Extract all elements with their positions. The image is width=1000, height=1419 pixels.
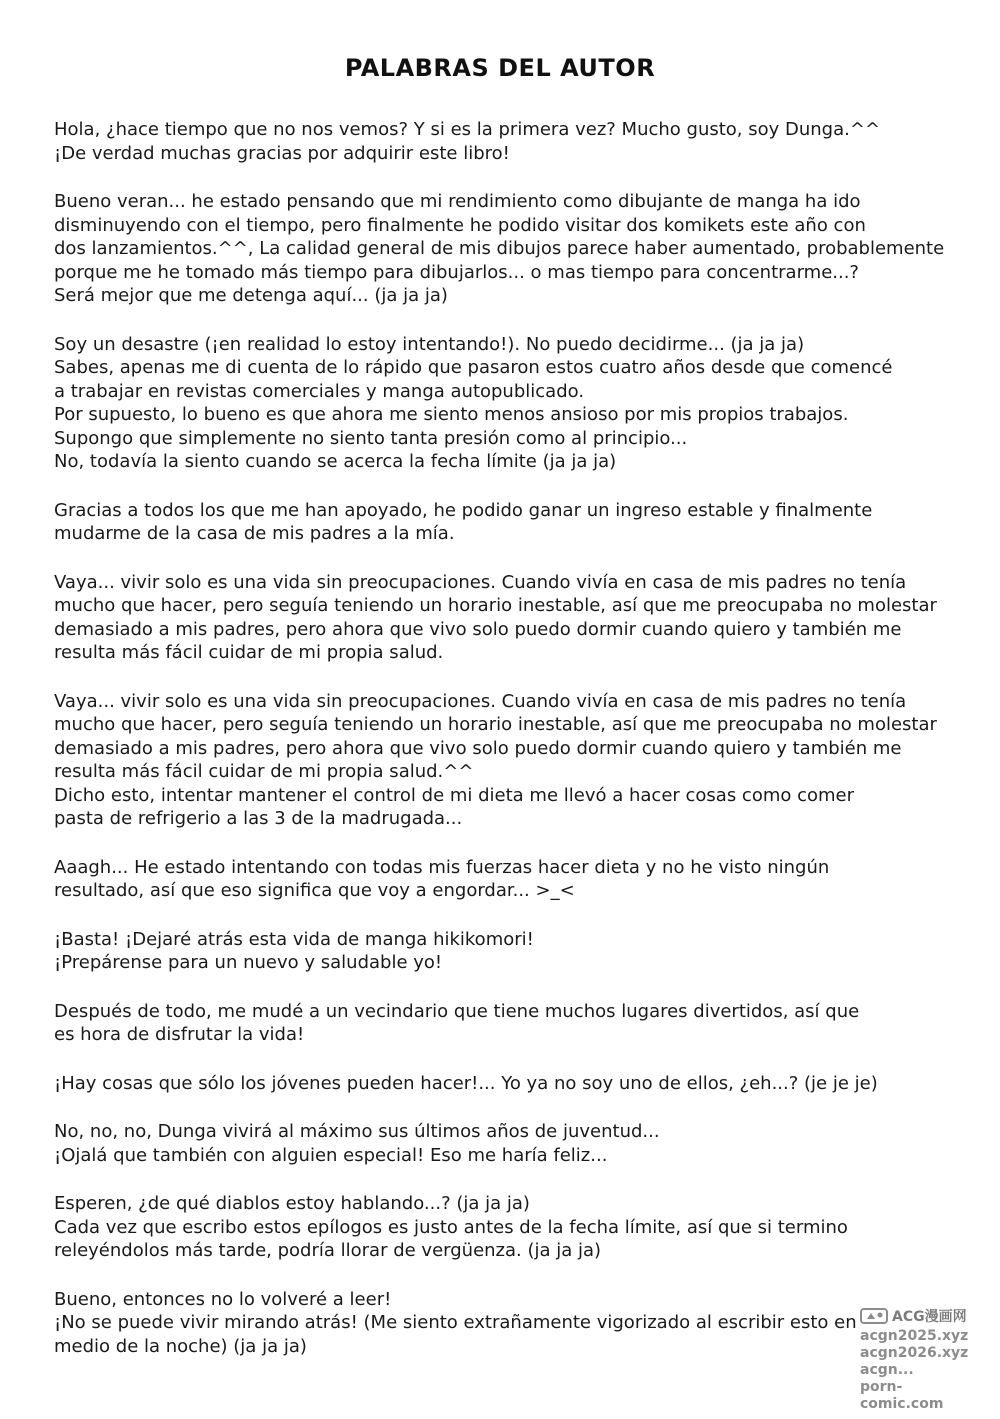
text-line: Supongo que simplemente no siento tanta presión como al principio...	[54, 427, 688, 449]
text-line: Gracias a todos los que me han apoyado, he podido ganar un ingreso estable y finalmente	[54, 499, 873, 521]
text-line: No, todavía la siento cuando se acerca la fecha límite (ja ja ja)	[54, 451, 617, 472]
text-line: resulta más fácil cuidar de mi propia salud.	[54, 642, 444, 663]
paragraph	[54, 1000, 954, 1047]
text-line: ¡Basta! ¡Dejaré atrás esta vida de manga hikikomori!	[54, 928, 534, 950]
text-line: demasiado a mis padres, pero ahora que vivo solo puedo dormir cuando quiero y también me	[54, 737, 902, 759]
text-line: mudarme de la casa de mis padres a la mía.	[54, 523, 455, 544]
paragraph	[54, 856, 954, 903]
paragraph	[54, 118, 954, 165]
text-line: Vaya... vivir solo es una vida sin preocupaciones. Cuando vivía en casa de mis padres no tenía	[54, 571, 907, 593]
paragraph	[54, 690, 954, 831]
text-line: Aaagh... He estado intentando con todas mis fuerzas hacer dieta y no he visto ningún	[54, 856, 830, 878]
text-line: Bueno, entonces no lo volveré a leer!	[54, 1288, 392, 1310]
paragraph	[54, 333, 954, 474]
text-line: releyéndolos más tarde, podría llorar de vergüenza. (ja ja ja)	[54, 1240, 602, 1261]
text-line: Vaya... vivir solo es una vida sin preocupaciones. Cuando vivía en casa de mis padres no tenía	[54, 690, 907, 712]
paragraph	[54, 499, 954, 546]
text-line: mucho que hacer, pero seguía teniendo un horario inestable, así que me preocupaba no molestar	[54, 714, 937, 735]
paragraph	[54, 1072, 954, 1096]
text-line: demasiado a mis padres, pero ahora que vivo solo puedo dormir cuando quiero y también me	[54, 618, 902, 640]
paragraph	[54, 190, 954, 308]
paragraph	[54, 1120, 954, 1167]
text-line: resultado, así que eso significa que voy a engordar... >_<	[54, 880, 575, 901]
paragraph	[54, 571, 954, 665]
watermark-logo-text: ACG漫画网	[892, 1309, 967, 1325]
watermark-logo-icon	[860, 1307, 888, 1325]
text-line: Hola, ¿hace tiempo que no nos vemos? Y si es la primera vez? Mucho gusto, soy Dunga.^^	[54, 119, 881, 140]
text-line: Sabes, apenas me di cuenta de lo rápido que pasaron estos cuatro años desde que comencé	[54, 357, 893, 378]
text-line: ¡Ojalá que también con alguien especial! Eso me haría feliz...	[54, 1144, 608, 1166]
text-line: Bueno veran... he estado pensando que mi rendimiento como dibujante de manga ha ido	[54, 191, 861, 212]
paragraph	[54, 1288, 954, 1359]
text-line: Será mejor que me detenga aquí... (ja ja ja)	[54, 285, 448, 306]
text-line: porque me he tomado más tiempo para dibujarlos... o mas tiempo para concentrarme...?	[54, 261, 859, 283]
text-line: pasta de refrigerio a las 3 de la madrugada...	[54, 808, 463, 829]
watermark-url: acgn2025.xyz	[860, 1328, 980, 1345]
text-line: ¡De verdad muchas gracias por adquirir este libro!	[54, 142, 510, 164]
watermark-url: acgn2026.xyz	[860, 1345, 980, 1362]
text-line: Esperen, ¿de qué diablos estoy hablando...? (ja ja ja)	[54, 1193, 530, 1214]
text-line: Por supuesto, lo bueno es que ahora me siento menos ansioso por mis propios trabajos.	[54, 404, 849, 425]
text-line: Después de todo, me mudé a un vecindario que tiene muchos lugares divertidos, así que	[54, 1000, 860, 1022]
document-body	[54, 118, 954, 1383]
page-title: PALABRAS DEL AUTOR	[344, 54, 656, 82]
text-line: Cada vez que escribo estos epílogos es justo antes de la fecha límite, así que si termino	[54, 1216, 848, 1238]
text-line: mucho que hacer, pero seguía teniendo un horario inestable, así que me preocupaba no molestar	[54, 595, 937, 616]
text-line: ¡No se puede vivir mirando atrás! (Me siento extrañamente vigorizado al escribir esto en	[54, 1312, 857, 1333]
watermark-url: acgn...	[860, 1362, 980, 1379]
paragraph	[54, 928, 954, 975]
text-line: dos lanzamientos.^^, La calidad general de mis dibujos parece haber aumentado, probablemente	[54, 238, 945, 259]
text-line: medio de la noche) (ja ja ja)	[54, 1335, 307, 1357]
watermark-url: porn-comic.com	[860, 1379, 980, 1413]
text-line: ¡Hay cosas que sólo los jóvenes pueden hacer!... Yo ya no soy uno de ellos, ¿eh...? (je je je)	[54, 1072, 878, 1094]
text-line: Dicho esto, intentar mantener el control de mi dieta me llevó a hacer cosas como comer	[54, 784, 855, 806]
text-line: a trabajar en revistas comerciales y manga autopublicado.	[54, 380, 585, 402]
text-line: ¡Prepárense para un nuevo y saludable yo!	[54, 952, 443, 973]
text-line: No, no, no, Dunga vivirá al máximo sus últimos años de juventud...	[54, 1121, 660, 1142]
site-watermark	[860, 1306, 980, 1413]
text-line: Soy un desastre (¡en realidad lo estoy intentando!). No puedo decidirme... (ja ja ja)	[54, 333, 805, 355]
text-line: resulta más fácil cuidar de mi propia salud.^^	[54, 761, 474, 782]
text-line: es hora de disfrutar la vida!	[54, 1024, 305, 1045]
text-line: disminuyendo con el tiempo, pero finalmente he podido visitar dos komikets este año con	[54, 214, 866, 236]
watermark-logo	[860, 1306, 980, 1326]
paragraph	[54, 1192, 954, 1263]
